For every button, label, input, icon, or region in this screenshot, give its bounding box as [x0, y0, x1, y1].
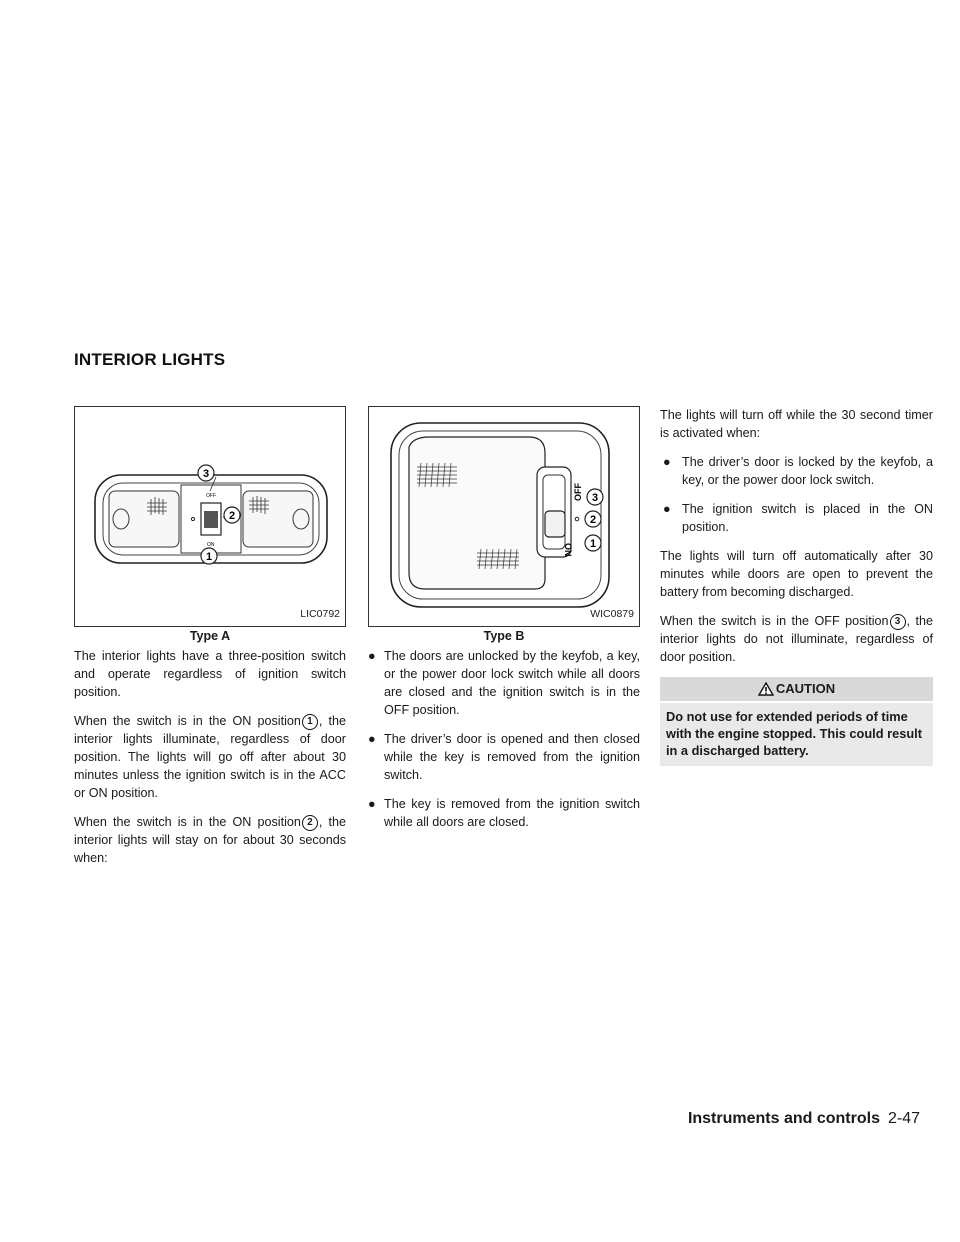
list-item: ● The key is removed from the ignition switch while all doors are closed.	[368, 797, 640, 829]
callout-3: 3	[202, 468, 210, 480]
callout-2: 2	[589, 514, 597, 526]
overhead-lamp-type-a-illustration	[75, 407, 345, 626]
switch-label-on: ON	[207, 542, 215, 548]
list-item: ● The driver’s door is opened and then closed while the key is removed from the ignition switch.	[368, 732, 640, 782]
figure-type-b	[368, 406, 640, 627]
paragraph: The lights will turn off while the 30 second timer is activated when:	[660, 408, 933, 440]
paragraph: The interior lights have a three-position switch and operate regardless of ignition switch position.	[74, 649, 346, 699]
position-marker: 1	[302, 714, 318, 730]
section-title: INTERIOR LIGHTS	[74, 350, 226, 369]
caution-text: Do not use for extended periods of time with the engine stopped. This could result in a discharged battery.	[660, 703, 933, 766]
position-marker: 2	[302, 815, 318, 831]
timer-condition-list	[660, 453, 933, 536]
paragraph: When the switch is in the ON position 2 , the interior lights will stay on for about 30 seconds when:	[74, 815, 346, 865]
page-footer	[688, 1110, 920, 1128]
condition-list	[368, 647, 640, 831]
callout-1: 1	[589, 538, 597, 550]
list-item: ● The doors are unlocked by the keyfob, a key, or the power door lock switch while all doors are closed and the ignition switch is in the OFF position.	[368, 649, 640, 717]
overhead-lamp-type-b-illustration	[369, 407, 639, 626]
figure-code: WIC0879	[590, 608, 634, 620]
page-number: 2-47	[887, 1110, 920, 1127]
bullet-icon: ●	[368, 797, 376, 811]
bullet-icon: ●	[368, 649, 376, 663]
list-item: ● The driver’s door is locked by the keyfob, a key, or the power door lock switch.	[663, 455, 933, 487]
column-2	[368, 406, 640, 842]
callout-2: 2	[228, 510, 236, 522]
figure-type-a	[74, 406, 346, 627]
footer-section-name: Instruments and controls	[687, 1110, 880, 1127]
bullet-icon: ●	[663, 502, 671, 516]
paragraph: The lights will turn off automatically after 30 minutes while doors are open to prevent the battery from becoming discharged.	[660, 549, 933, 599]
figure-code: LIC0792	[300, 608, 340, 620]
bullet-icon: ●	[368, 732, 376, 746]
bullet-icon: ●	[663, 455, 671, 469]
warning-icon	[758, 680, 774, 704]
switch-label-off: OFF	[206, 493, 216, 499]
figure-caption: Type B	[483, 629, 525, 643]
position-marker: 3	[890, 614, 906, 630]
callout-3: 3	[591, 492, 599, 504]
switch-label-off: OFF	[573, 483, 583, 501]
callout-1: 1	[205, 551, 213, 563]
column-1	[74, 406, 346, 878]
paragraph: When the switch is in the ON position 1 , the interior lights illuminate, regardless of door position. The lights will go off after about 30 minutes unless the ignition switch is in the ACC or ON position.	[74, 714, 346, 800]
figure-caption: Type A	[189, 629, 231, 643]
list-item: ● The ignition switch is placed in the ON position.	[663, 502, 933, 534]
caution-heading: CAUTION	[660, 677, 933, 701]
switch-label-on: ON	[563, 543, 573, 557]
paragraph: When the switch is in the OFF position 3 , the interior lights do not illuminate, regardless of door position.	[660, 614, 933, 664]
column-3	[660, 406, 933, 766]
